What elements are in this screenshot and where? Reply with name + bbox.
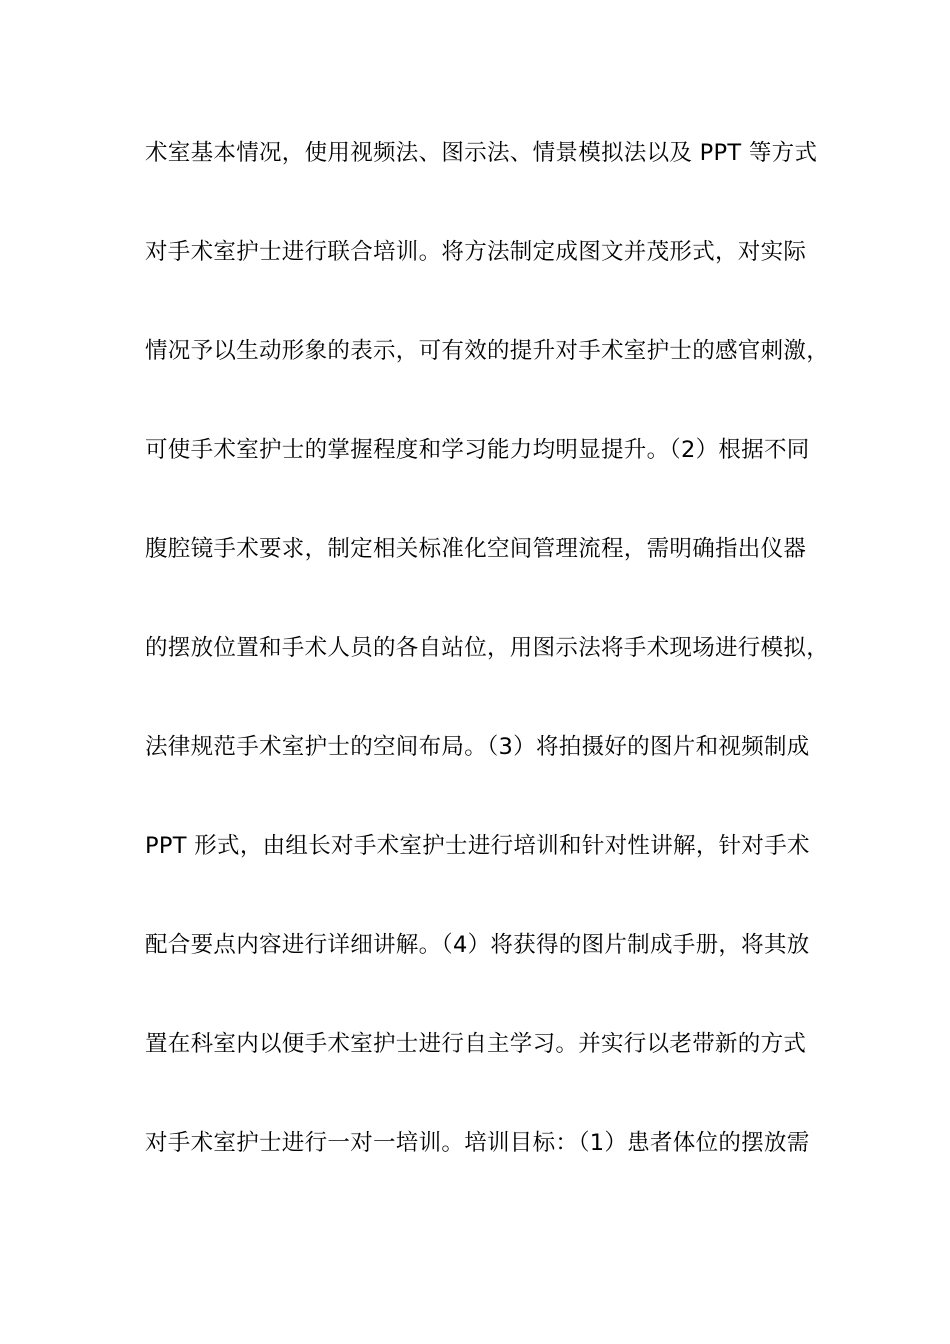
text-line: 对手术室护士进行一对一培训。培训目标：（1）患者体位的摆放需	[145, 1130, 810, 1156]
text-line: 配合要点内容进行详细讲解。（4）将获得的图片制成手册，将其放	[145, 932, 810, 958]
text-line: 对手术室护士进行联合培训。将方法制定成图文并茂形式，对实际	[145, 239, 807, 265]
text-line: PPT 形式，由组长对手术室护士进行培训和针对性讲解，针对手术	[145, 833, 810, 859]
text-line: 的摆放位置和手术人员的各自站位，用图示法将手术现场进行模拟，	[145, 635, 830, 661]
text-line: 置在科室内以便手术室护士进行自主学习。并实行以老带新的方式	[145, 1031, 807, 1057]
body-paragraph	[145, 128, 830, 1217]
text-line: 可使手术室护士的掌握程度和学习能力均明显提升。（2）根据不同	[145, 437, 810, 463]
text-line: 法律规范手术室护士的空间布局。（3）将拍摄好的图片和视频制成	[145, 734, 810, 760]
text-line: 情况予以生动形象的表示，可有效的提升对手术室护士的感官刺激，	[145, 338, 830, 364]
text-line: 术室基本情况，使用视频法、图示法、情景模拟法以及 PPT 等方式	[145, 140, 818, 166]
text-line: 腹腔镜手术要求，制定相关标准化空间管理流程，需明确指出仪器	[145, 536, 807, 562]
